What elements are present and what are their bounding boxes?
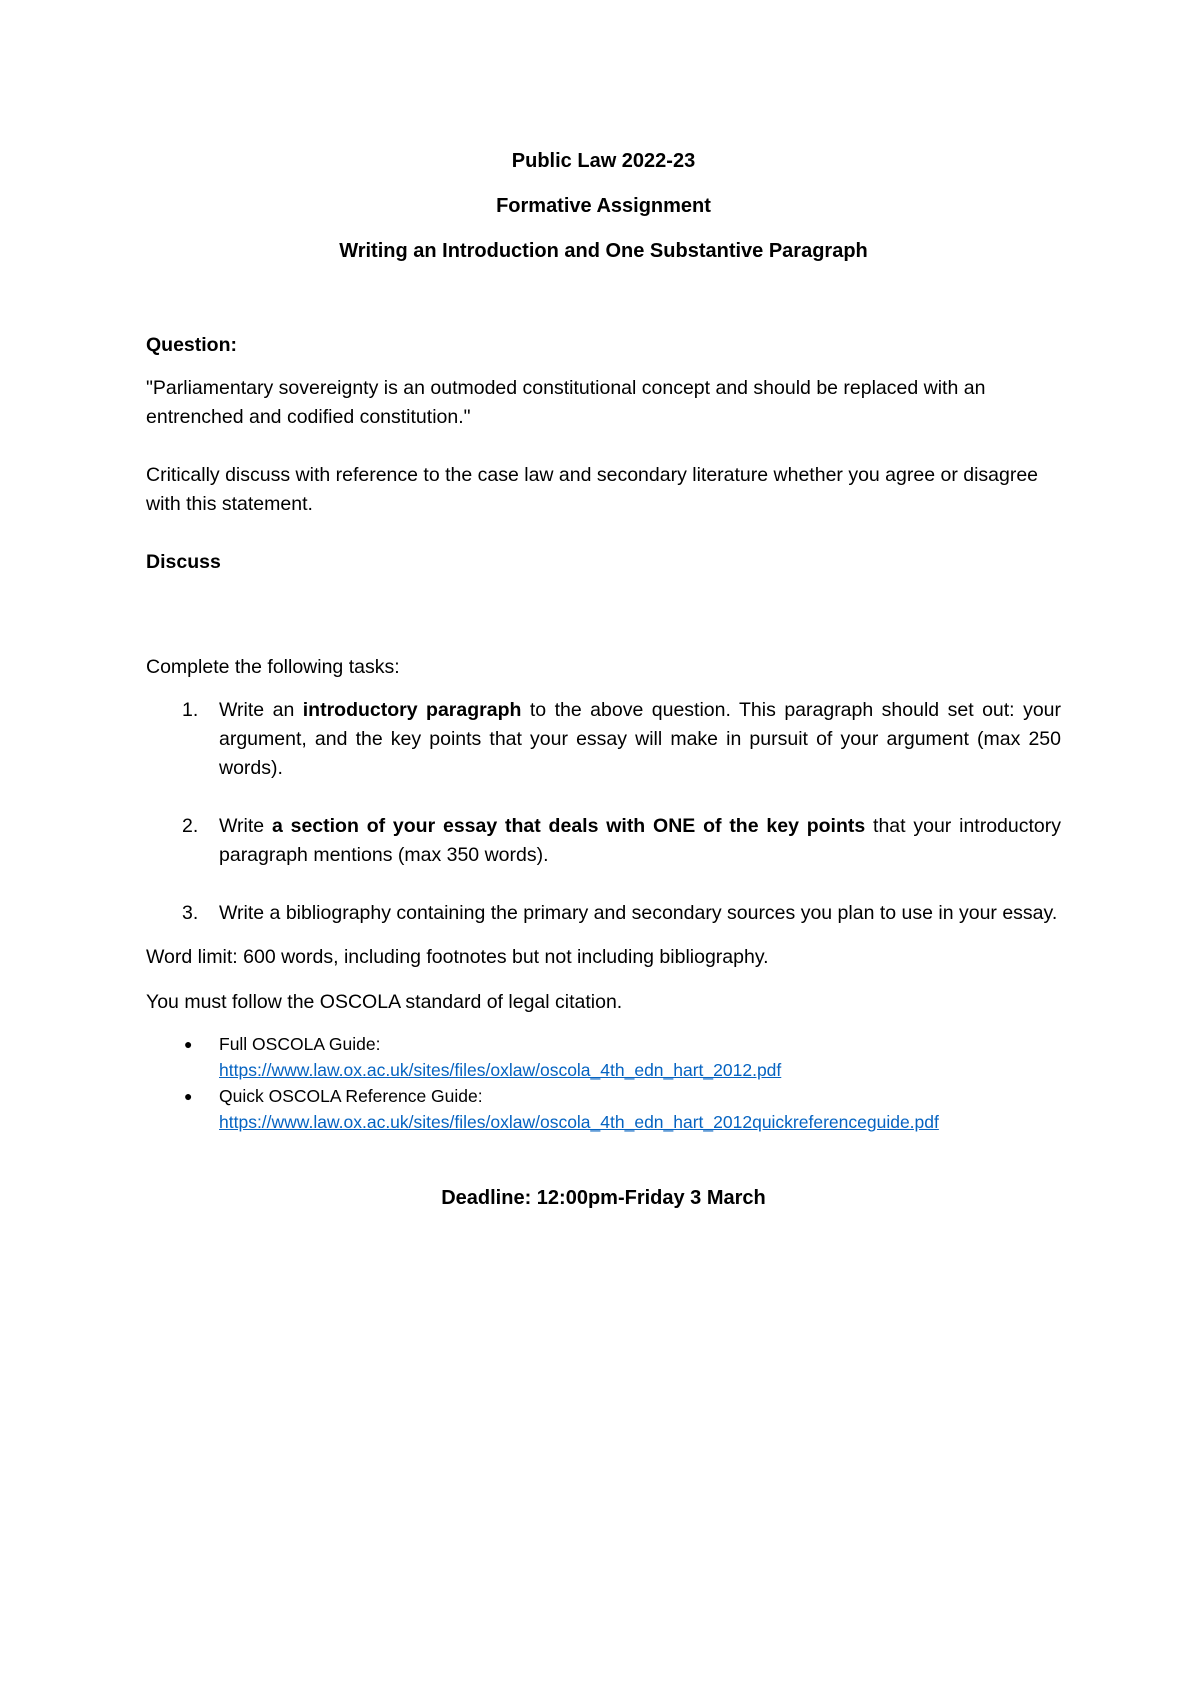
task-text-bold: a section of your essay that deals with ONE of the key points xyxy=(271,815,866,837)
document-body xyxy=(146,147,1061,1213)
guide-item xyxy=(146,1031,1061,1083)
task-text-bold: introductory paragraph xyxy=(302,699,522,721)
assignment-type: Formative Assignment xyxy=(496,195,711,217)
task-item xyxy=(146,812,1061,870)
guide-label: Full OSCOLA Guide: xyxy=(219,1034,381,1054)
question-label: Question: xyxy=(146,334,237,356)
guide-item xyxy=(146,1083,1061,1135)
task-text-post: to the above question. This paragraph should set out: your argument, and the key points that your essay will make in pursuit of your argument (max 250 words). xyxy=(219,699,1061,779)
deadline: Deadline: 12:00pm-Friday 3 March xyxy=(441,1187,766,1209)
task-text-pre: Write a bibliography containing the primary and secondary sources you plan to use in your essay. xyxy=(219,902,1058,924)
guide-link[interactable]: https://www.law.ox.ac.uk/sites/files/oxlaw/oscola_4th_edn_hart_2012.pdf xyxy=(219,1060,782,1080)
guide-list xyxy=(146,1031,1061,1135)
task-number: 2. xyxy=(182,815,199,837)
task-number: 1. xyxy=(182,699,199,721)
word-limit: Word limit: 600 words, including footnotes but not including bibliography. xyxy=(146,946,769,968)
task-text-post: that your introductory paragraph mentions (max 350 words). xyxy=(219,815,1061,866)
guide-link[interactable]: https://www.law.ox.ac.uk/sites/files/oxlaw/oscola_4th_edn_hart_2012quickreferenceguide.pdf xyxy=(219,1112,939,1132)
assignment-title: Writing an Introduction and One Substantive Paragraph xyxy=(339,240,868,262)
bullet-icon: ● xyxy=(184,1036,193,1052)
course-title: Public Law 2022-23 xyxy=(511,150,696,172)
discuss-label: Discuss xyxy=(146,551,221,573)
task-text-pre: Write xyxy=(219,815,272,837)
task-text-pre: Write an xyxy=(219,699,303,721)
bullet-icon: ● xyxy=(184,1088,193,1104)
task-list xyxy=(146,696,1061,928)
tasks-intro: Complete the following tasks: xyxy=(146,656,400,678)
task-number: 3. xyxy=(182,902,199,924)
guide-label: Quick OSCOLA Reference Guide: xyxy=(219,1086,483,1106)
task-item xyxy=(146,899,1061,928)
task-item xyxy=(146,696,1061,783)
question-instruction: Critically discuss with reference to the case law and secondary literature whether you agree or disagree with this statement. xyxy=(146,464,1039,515)
question-quote: "Parliamentary sovereignty is an outmoded constitutional concept and should be replaced with an entrenched and codified constitution." xyxy=(146,377,986,428)
citation-note: You must follow the OSCOLA standard of legal citation. xyxy=(146,991,623,1013)
